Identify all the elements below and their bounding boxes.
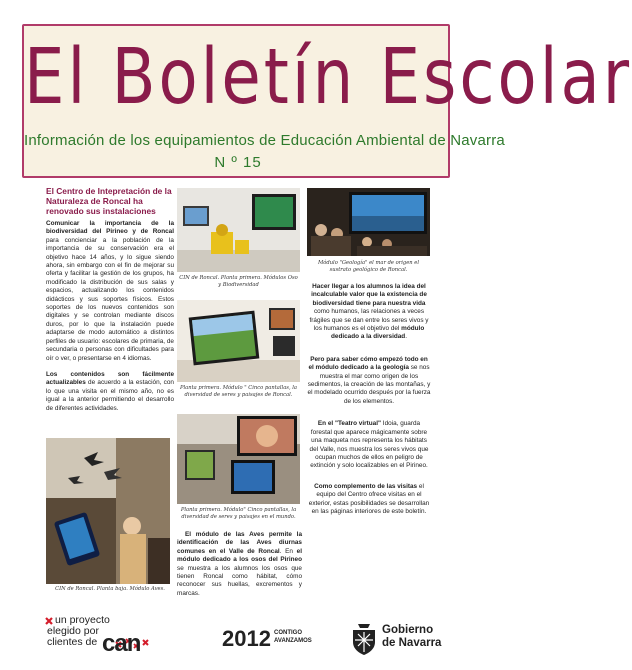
- col2-p1-mid: . En: [279, 547, 297, 555]
- footer-de-navarra: de Navarra: [382, 637, 442, 649]
- col3-p4-bold: Como complemento de las visitas: [314, 482, 418, 490]
- photo-geology-module: [307, 188, 430, 256]
- col1-p1-bold: Comunicar la importancia de la biodiversidad del Pirineo y de Roncal: [46, 220, 174, 236]
- col3-p2-bold: Pero para saber cómo empezó todo en el módulo dedicado a la geología: [308, 355, 428, 372]
- gobierno-navarra-logo: [348, 620, 442, 656]
- caption-five-screens-world: Planta primera. Módulo" Cinco pantallas, la diversidad de seres y paisajes en el mundo.: [180, 507, 297, 520]
- col2-p1-text: se muestra a los alumnos los osos que tienen Roncal como hábitat, cómo reconocer sus huellas, excrementos y marcas.: [177, 564, 302, 597]
- bear-module-image: [177, 188, 300, 272]
- col1-p2-text: de acuerdo a la estación, con lo que una visita en el mismo año, no es igual a la anterior permitiendo el desarrollo de diferentes actividades.: [46, 379, 174, 412]
- footer-project-line-3: clientes de: [47, 636, 98, 648]
- col1-paragraph-1: [46, 220, 174, 363]
- col3-paragraph-4: [307, 483, 431, 517]
- geology-module-image: [307, 188, 430, 256]
- col2-p1-bold-2: el módulo dedicado a los osos del Pirineo: [177, 547, 302, 564]
- can-project-logo: [44, 614, 164, 662]
- caption-birds: CIN de Roncal. Planta baja. Módulo Aves.: [55, 586, 165, 592]
- footer-year: 2012: [222, 626, 271, 651]
- newsletter-title: El Boletín Escolar: [24, 33, 632, 123]
- col3-p2-text: se nos muestra el mar como origen de los sedimentos, la creación de las montañas, y el modelado ocurrido después por la fuerza de los elementos.: [307, 364, 431, 405]
- col3-paragraph-2: [307, 356, 431, 406]
- navarra-shield-icon: [350, 622, 378, 656]
- header-banner: [22, 24, 632, 178]
- article-headline: El Centro de Intepretación de la Naturaleza de Roncal ha renovado sus instalaciones: [46, 186, 172, 216]
- photo-five-screens-roncal: [177, 300, 300, 382]
- issue-number: N º 15: [214, 154, 262, 171]
- col3-p3-bold: En el "Teatro virtual": [317, 420, 382, 428]
- caption-bear-biodiversity: CIN de Roncal. Planta primera. Módulos Oso y Biodiversidad: [179, 275, 298, 288]
- article-column-2: [177, 531, 302, 606]
- article-column-3: [307, 283, 431, 524]
- five-screens-roncal-image: [177, 300, 300, 382]
- col2-paragraph-1: [177, 531, 302, 598]
- caption-five-screens-roncal: Planta primera. Módulo " Cinco pantallas, la diversidad de seres y paisajes de Roncal.: [180, 385, 297, 398]
- photo-bear-module: [177, 188, 300, 272]
- photo-birds-module: [46, 438, 170, 584]
- article-column-1: [46, 220, 174, 421]
- col1-paragraph-2: [46, 371, 174, 413]
- col3-p1-mid: como humanos, las relaciones a veces frágiles que se dan entre los seres vivos y los humanos es el objetivo del: [309, 308, 429, 333]
- birds-module-image: [46, 438, 170, 584]
- footer-project-line-1: un proyecto: [55, 614, 110, 626]
- col1-p2-bold: Los contenidos son fácilmente actualizables: [46, 370, 174, 387]
- newsletter-subtitle: Información de los equipamientos de Educación Ambiental de Navarra: [24, 132, 505, 149]
- col3-p1-bold-1: Hacer llegar a los alumnos la idea del incalculable valor que la existencia de biodiversidad tiene para nuestra vida: [311, 283, 427, 307]
- footer-project-line-2: elegido por: [47, 625, 99, 637]
- caption-geology: Módulo "Geología" el mar de origen el sustrato geológico de Roncal.: [317, 260, 420, 273]
- footer-gobierno: Gobierno: [382, 624, 434, 636]
- can-brand: can: [102, 630, 141, 657]
- col3-paragraph-1: [307, 283, 431, 342]
- col3-p3-text: Idoia, guarda forestal que aparece mágicamente sobre una maqueta nos representa los hábitats del Valle, nos muestra los seres vivos que ocupan muchos de ellos en peligro de extinción y solo localizables en el Pirineo.: [309, 420, 429, 470]
- five-screens-world-image: [177, 414, 300, 504]
- col2-p1-bold-1: El módulo de las Aves permite la identificación de las Aves diurnas comunes en el Valle de Roncal: [177, 531, 302, 555]
- col3-p1-end: .: [405, 333, 407, 341]
- footer-avanzamos: AVANZAMOS: [274, 638, 312, 644]
- col3-p4-text: el equipo del Centro ofrece visitas en el exterior, estas posibilidades se desarrollan en las páginas interiores de este boletín.: [308, 482, 430, 515]
- footer-contigo: CONTIGO: [274, 630, 302, 636]
- col3-p1-bold-2: módulo dedicado a la diversidad: [330, 325, 425, 341]
- photo-five-screens-world: [177, 414, 300, 504]
- col1-p1-text: para concienciar a la población de la importancia de su conservación era el objetivo hace 14 años, y lo sigue siendo ahora, sin embargo con el fin de mejorar su oferta y facilitar la gestión de los grupos, ha modificado la distribución de sus salas y espacios, actualizando los contenidos didácticos y sus soportes físicos. Estos soportes de los nuevos contenidos son digitales y se controlan mediante discos duros, por lo que la instalación puede adaptarse de modo automático a distintos perfiles de usuario: escolares de primaria, de secundaria o personas con dificultades para oír o ver, o presentarse en 4 idiomas.: [46, 236, 174, 362]
- col3-paragraph-3: [307, 420, 431, 470]
